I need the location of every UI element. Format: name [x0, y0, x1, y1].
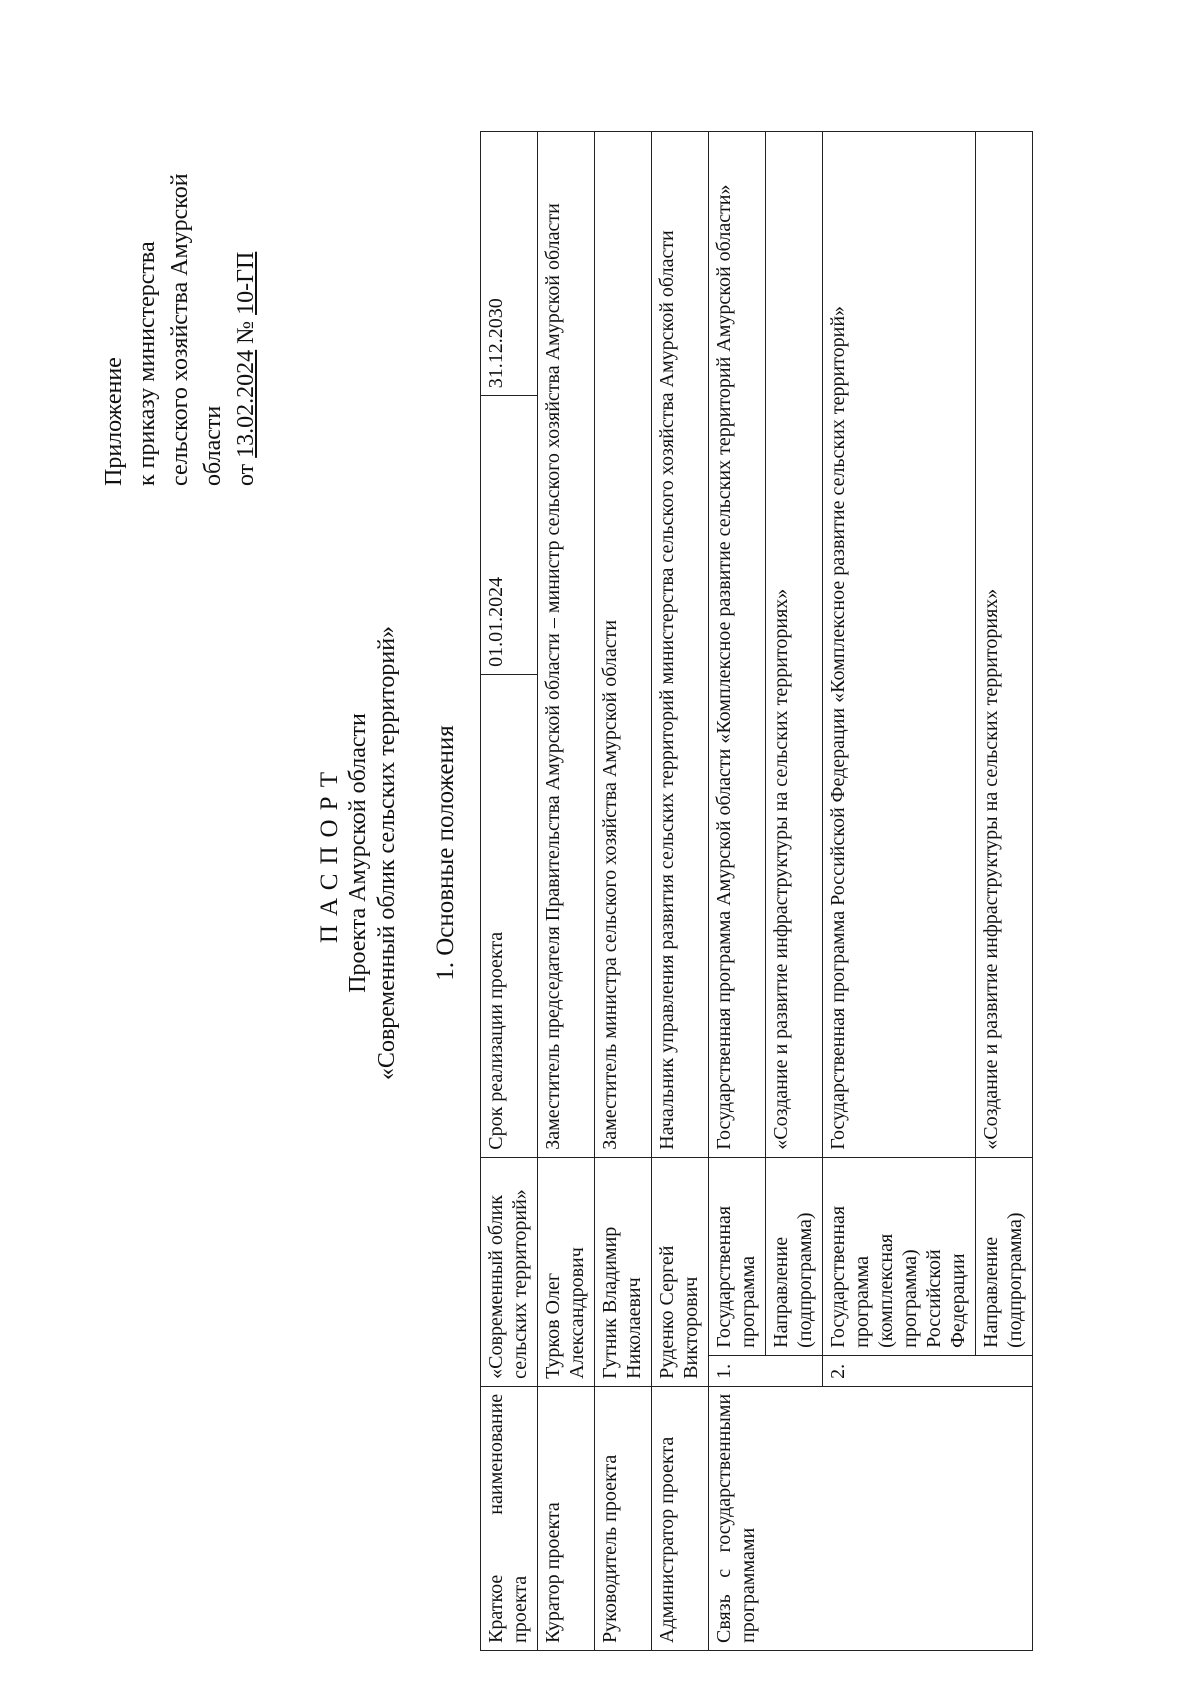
order-number: 10-ГП [233, 251, 259, 315]
appendix-block [98, 46, 263, 486]
table-row [595, 132, 652, 1651]
appendix-line: к приказу министерства [134, 241, 160, 486]
appendix-line: Приложение [101, 357, 127, 486]
curator-position: Заместитель председателя Правительства Амурской области – министр сельского хозяйства Амурской области [538, 132, 595, 1158]
program-label: Государственная программа (комплексная программа) Российской Федерации [823, 1157, 976, 1355]
direction-label: Направление (подпрограмма) [976, 1157, 1033, 1355]
row-label: Куратор проекта [538, 1386, 595, 1650]
row-label: Краткое наименование проекта [481, 1386, 538, 1650]
term-end: 31.12.2030 [481, 132, 538, 396]
appendix-date-line [230, 46, 263, 486]
head-position: Заместитель министра сельского хозяйства Амурской области [595, 132, 652, 1158]
curator-name: Турков Олег Александрович [538, 1157, 595, 1386]
date-prefix: от [233, 457, 259, 486]
appendix-line: области [200, 405, 226, 486]
term-start: 01.01.2024 [481, 396, 538, 675]
row-label: Руководитель проекта [595, 1386, 652, 1650]
table-row [538, 132, 595, 1651]
order-date: 13.02.2024 [233, 349, 259, 458]
table-row [709, 132, 766, 1651]
program-value: Государственная программа Российской Федерации «Комплексное развитие сельских территорий» [823, 132, 976, 1158]
table-row [652, 132, 709, 1651]
table-row [481, 132, 538, 1651]
direction-value: «Создание и развитие инфраструктуры на сельских территориях» [976, 132, 1033, 1158]
program-value: Государственная программа Амурской области «Комплексное развитие сельских территорий Амурской области» [709, 132, 766, 1158]
administrator-name: Руденко Сергей Викторович [652, 1157, 709, 1386]
document-title [315, 0, 402, 1706]
section-heading: 1. Основные положения [432, 725, 459, 981]
item-number: 1. [709, 1355, 823, 1386]
passport-heading: ПАСПОРТ [316, 762, 343, 944]
short-name-value: «Современный облик сельских территорий» [481, 1157, 538, 1386]
title-line: «Современный облик сельских территорий» [374, 625, 400, 1081]
item-number: 2. [823, 1355, 1033, 1386]
program-label: Государственная программа [709, 1157, 766, 1355]
head-name: Гутник Владимир Николаевич [595, 1157, 652, 1386]
term-label: Срок реализации проекта [481, 674, 538, 1157]
row-label: Администратор проекта [652, 1386, 709, 1650]
administrator-position: Начальник управления развития сельских территорий министерства сельского хозяйства Амурской области [652, 132, 709, 1158]
number-sign: № [233, 314, 259, 350]
title-line: Проекта Амурской области [345, 713, 371, 993]
row-label: Связь с государственными программами [709, 1386, 1033, 1650]
direction-value: «Создание и развитие инфраструктуры на сельских территориях» [766, 132, 823, 1158]
passport-table [480, 131, 1033, 1651]
appendix-line: сельского хозяйства Амурской [167, 173, 193, 486]
direction-label: Направление (подпрограмма) [766, 1157, 823, 1355]
